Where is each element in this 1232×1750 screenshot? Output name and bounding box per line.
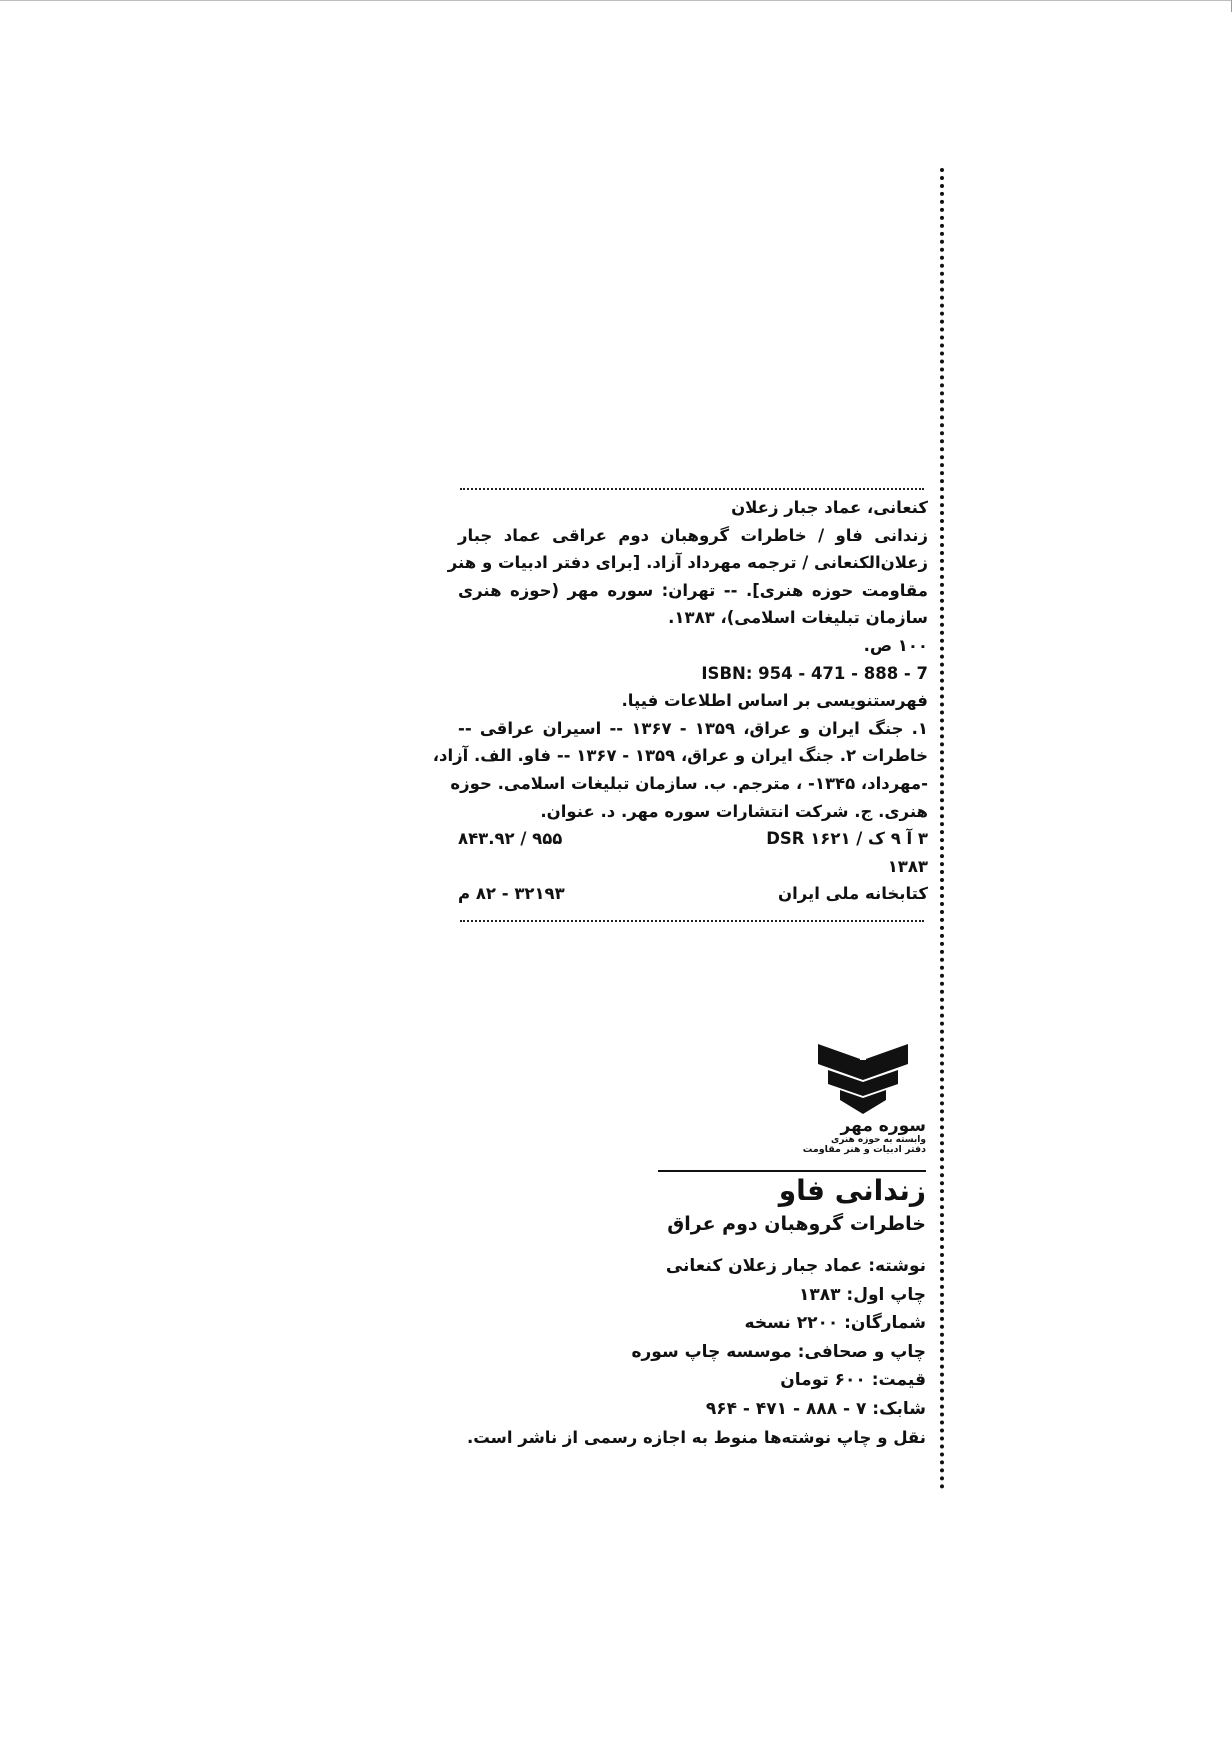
- edition-label: چاپ اول:: [846, 1284, 926, 1305]
- book-subtitle: خاطرات گروهبان دوم عراق: [667, 1213, 926, 1235]
- colophon-price: [460, 1366, 926, 1395]
- colophon-isbn: [460, 1395, 926, 1424]
- cip-top-divider: [460, 488, 924, 490]
- copies-value: ۲۲۰۰ نسخه: [744, 1313, 839, 1333]
- author-value: عماد جبار زعلان کنعانی: [665, 1256, 863, 1276]
- cip-year: ۱۳۸۳: [887, 856, 928, 876]
- scan-top-edge: [0, 0, 1232, 1]
- price-value: ۶۰۰ تومان: [780, 1370, 866, 1390]
- cip-isbn-row: [458, 660, 928, 688]
- publisher-brand: [790, 1118, 926, 1155]
- cip-line: زعلان‌الکنعانی / ترجمه مهرداد آزاد. [برای دفتر ادبیات و هنر: [447, 553, 928, 573]
- vertical-dotted-rule: [940, 168, 944, 1490]
- colophon-copies: [460, 1309, 926, 1338]
- colophon-author: [460, 1252, 926, 1281]
- cip-classification: [458, 825, 928, 853]
- cip-line: سازمان تبلیغات اسلامی)، ۱۳۸۳.: [668, 608, 928, 628]
- book-title: زندانی فاو: [778, 1174, 926, 1207]
- copies-label: شمارگان:: [844, 1313, 926, 1333]
- cip-subject: هنری. ج. شرکت انتشارات سوره مهر. د. عنوان.: [540, 801, 928, 821]
- cip-line: زندانی فاو / خاطرات گروهبان دوم عراقی عماد جبار: [458, 525, 928, 545]
- edition-value: ۱۳۸۳: [798, 1284, 841, 1305]
- printer-value: موسسه چاپ سوره: [631, 1341, 792, 1362]
- cip-cataloging-note: فهرستنویسی بر اساس اطلاعات فیپا.: [621, 691, 928, 711]
- colophon-printer: [460, 1338, 926, 1367]
- cip-lc-class: ۳ آ ۹ ک / DSR ۱۶۲۱: [766, 829, 928, 849]
- colophon-edition: [460, 1281, 926, 1310]
- isbn-label: شابک:: [872, 1398, 926, 1419]
- copyright-notice: نقل و چاپ نوشته‌ها منوط به اجازه رسمی از ناشر است.: [466, 1428, 926, 1447]
- publisher-name: سوره مهر: [840, 1116, 926, 1136]
- printer-label: چاپ و صحافی:: [797, 1341, 926, 1362]
- publisher-tagline: وابسته به حوزه هنری: [831, 1134, 926, 1145]
- cip-isbn: ISBN: 954 - 471 - 888 - 7: [701, 663, 928, 683]
- cip-author: کنعانی، عماد جبار زعلان: [731, 498, 928, 517]
- cip-bottom-divider: [460, 920, 924, 922]
- isbn-value: ۷ - ۸۸۸ - ۴۷۱ - ۹۶۴: [705, 1398, 867, 1419]
- colophon: [460, 1172, 926, 1453]
- cip-subject: خاطرات ۲. جنگ ایران و عراق، ۱۳۵۹ - ۱۳۶۷ -- فاو. الف. آزاد،: [432, 746, 928, 766]
- cip-library-number: ۳۲۱۹۳ - ۸۲ م: [458, 884, 565, 904]
- cip-library-row: [458, 880, 928, 908]
- cip-subject: -مهرداد، ۱۳۴۵- ، مترجم. ب. سازمان تبلیغات اسلامی. حوزه: [450, 773, 928, 793]
- cip-line: مقاومت حوزه هنری]. -- تهران: سوره مهر (حوزه هنری: [458, 580, 928, 600]
- cip-subject: ۱. جنگ ایران و عراق، ۱۳۵۹ - ۱۳۶۷ -- اسیران عراقی --: [458, 718, 928, 738]
- price-label: قیمت:: [871, 1370, 926, 1390]
- publisher-department: دفتر ادبیات و هنر مقاومت: [802, 1144, 926, 1156]
- cip-library: کتابخانه ملی ایران: [778, 884, 928, 904]
- cip-dewey: ۹۵۵ / ۸۴۳.۹۲: [458, 829, 563, 849]
- cip-pages: ۱۰۰ ص.: [863, 635, 928, 655]
- author-label: نوشته:: [868, 1256, 926, 1276]
- cip-block: [432, 494, 928, 908]
